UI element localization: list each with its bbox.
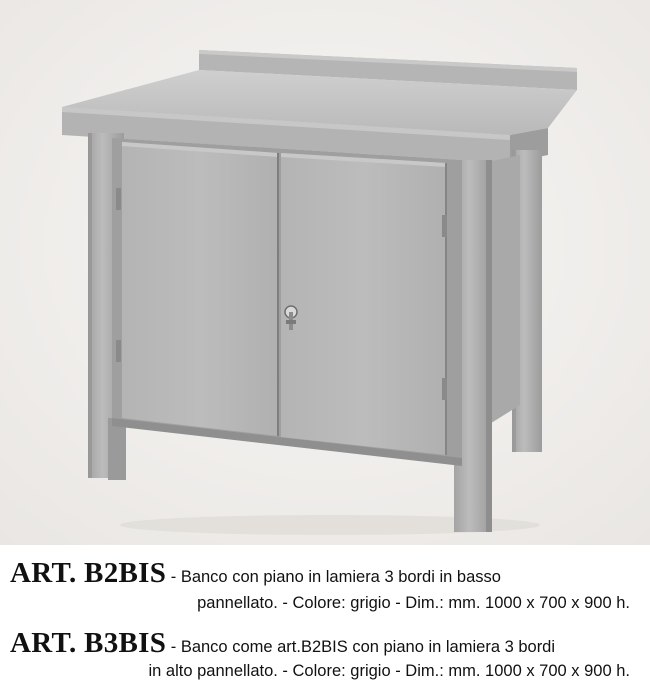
caption-line [10, 557, 501, 590]
product-description: - Banco come art.B2BIS con piano in lamiera 3 bordi [166, 638, 556, 656]
right-door [281, 153, 446, 455]
caption-line [10, 627, 555, 660]
product-description-continued: in alto pannellato. - Colore: grigio - Dim.: mm. 1000 x 700 x 900 h. [148, 662, 630, 680]
product-description-continued: pannellato. - Colore: grigio - Dim.: mm. 1000 x 700 x 900 h. [197, 594, 630, 612]
side-panel [488, 155, 520, 425]
product-description: - Banco con piano in lamiera 3 bordi in basso [166, 568, 501, 586]
left-door [122, 142, 278, 436]
product-code: ART. B3BIS [10, 627, 167, 659]
product-code: ART. B2BIS [10, 557, 167, 589]
captions [0, 545, 650, 697]
